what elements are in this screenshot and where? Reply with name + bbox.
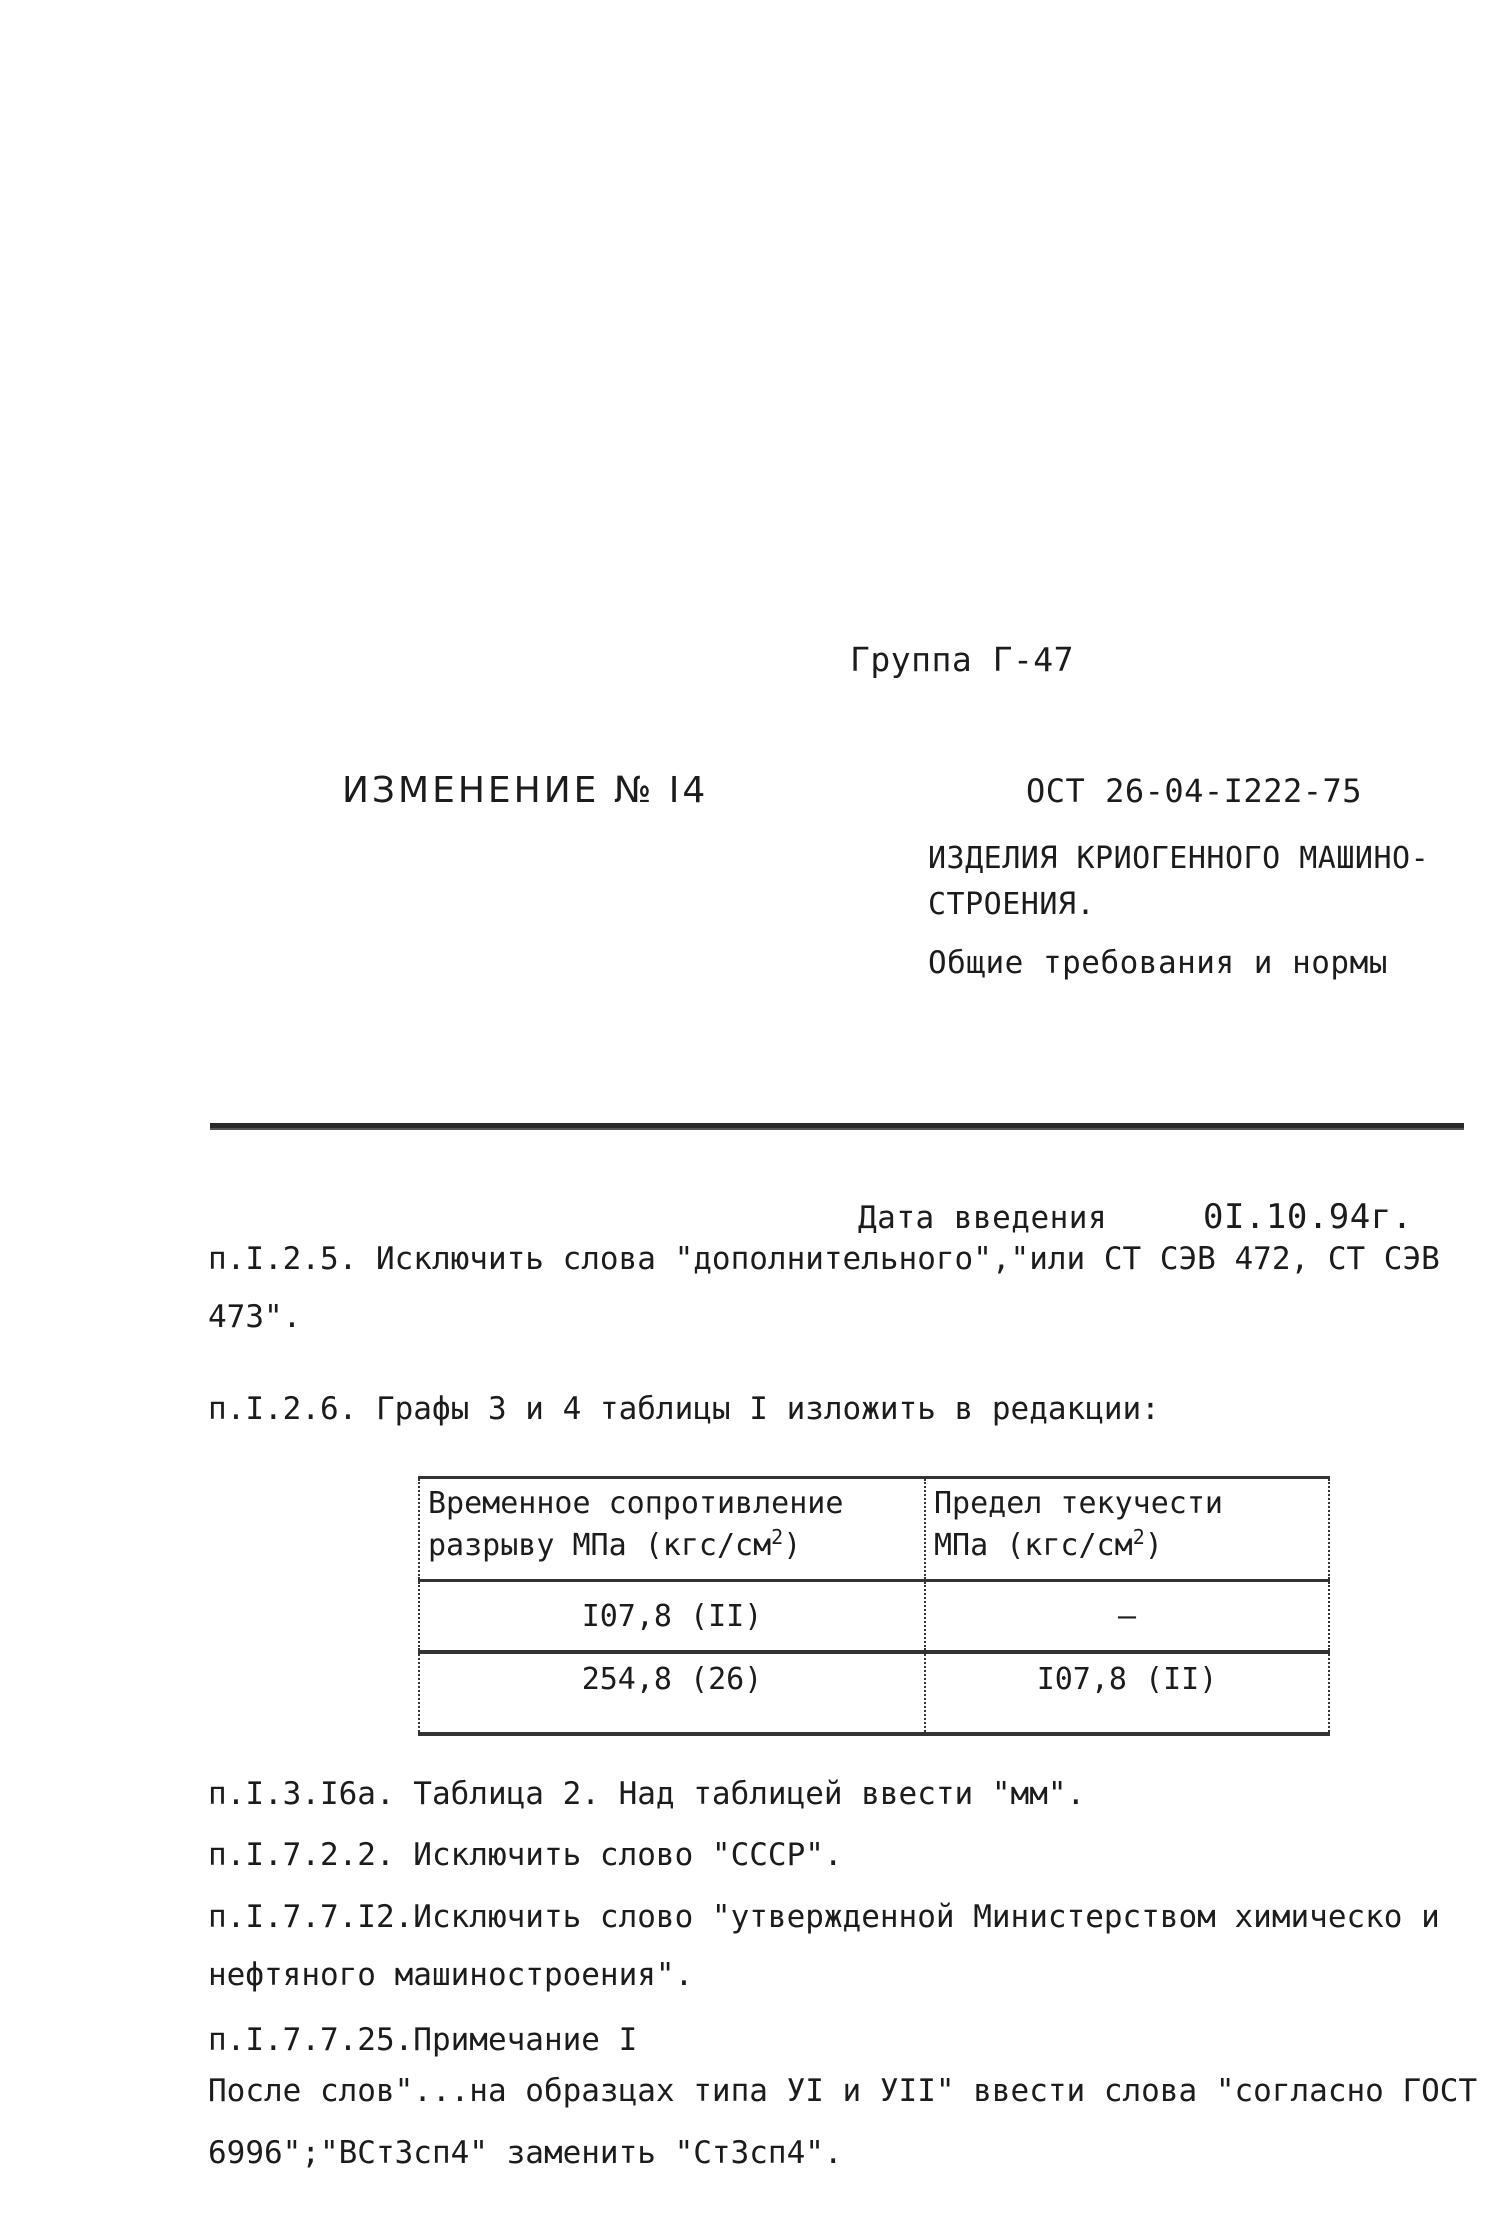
column-header-yield: Предел текучести МПа $(кгс/см^2)$ xyxy=(925,1478,1329,1581)
item-1-7-7-12: п.I.7.7.I2.Исключить слово "утвержденной Министерством химическо и нефтяного машиностроения". xyxy=(208,1899,1440,1993)
item-1-3-16a: п.I.3.I6а. Таблица 2. Над таблицей ввести "мм". xyxy=(208,1776,1086,1812)
table-header-row xyxy=(419,1478,1329,1581)
table-cell: 254,8 (26) xyxy=(419,1652,925,1734)
item-1-7-2-2: п.I.7.2.2. Исключить слово "СССР". xyxy=(208,1837,843,1873)
table-cell: – xyxy=(925,1581,1329,1653)
standard-code: ОСТ 26-04-I222-75 xyxy=(1026,772,1363,810)
group-code: Группа Г-47 xyxy=(850,640,1075,679)
table-cell: I07,8 (II) xyxy=(925,1652,1329,1734)
column-header-tensile: Временное сопротивление разрыву МПа $(кгс/см^2)$ xyxy=(419,1478,925,1581)
table-row xyxy=(419,1652,1329,1734)
standard-title: ИЗДЕЛИЯ КРИОГЕННОГО МАШИНО-СТРОЕНИЯ. xyxy=(928,841,1430,922)
standard-subtitle: Общие требования и нормы xyxy=(928,945,1388,981)
amendment-number: ИЗМЕНЕНИЕ № I4 xyxy=(342,770,709,811)
table-row xyxy=(419,1581,1329,1653)
item-1-2-6: п.I.2.6. Графы 3 и 4 таблицы I изложить в редакции: xyxy=(208,1391,1160,1427)
effective-date xyxy=(858,1197,1413,1237)
header-divider xyxy=(210,1123,1464,1130)
effective-date-value: 0I.10.94г. xyxy=(1202,1197,1413,1237)
effective-date-label: Дата введения xyxy=(858,1200,1108,1236)
replacement-table xyxy=(418,1476,1330,1736)
item-1-7-7-25-heading: п.I.7.7.25.Примечание I xyxy=(208,2022,638,2058)
table-cell: I07,8 (II) xyxy=(419,1581,925,1653)
item-1-7-7-25-text: После слов"...на образцах типа УI и УII" ввести слова "согласно ГОСТ 6996";"ВСт3сп4" заменить "Ст3сп4". xyxy=(208,2073,1478,2171)
item-1-2-5: п.I.2.5. Исключить слова "дополнительного","или СТ СЭВ 472, СТ СЭВ 473". xyxy=(208,1241,1440,1335)
item-1-7-7-25 xyxy=(208,2020,1478,2184)
